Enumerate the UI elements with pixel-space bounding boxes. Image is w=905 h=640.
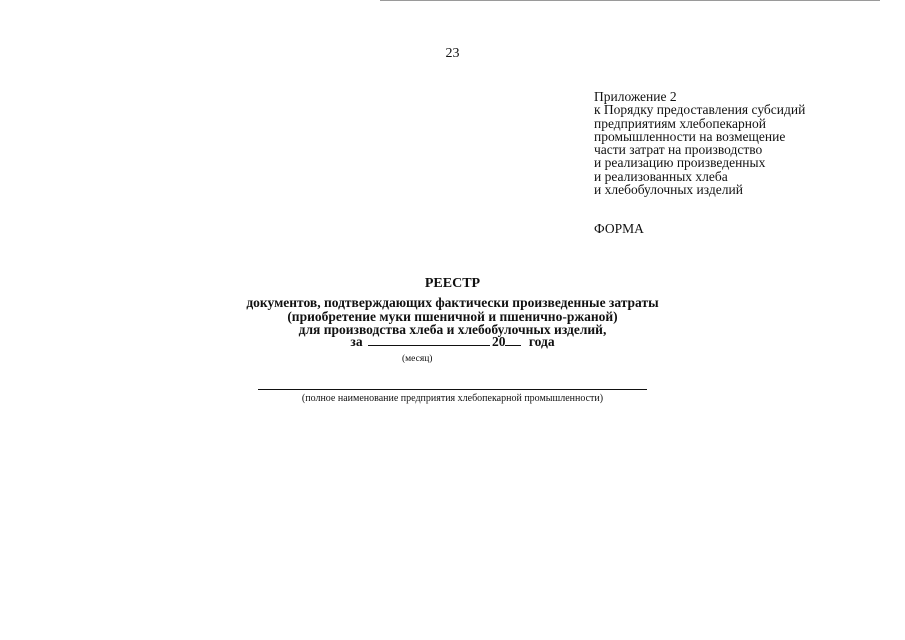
- organization-name-field[interactable]: [258, 389, 647, 390]
- year-prefix: 20: [491, 334, 506, 349]
- appendix-line: и хлебобулочных изделий: [594, 182, 743, 198]
- month-blank-field[interactable]: [368, 334, 490, 346]
- page-number: 23: [445, 46, 460, 61]
- month-caption: (месяц): [402, 354, 433, 364]
- document-title: РЕЕСТР: [424, 276, 481, 291]
- appendix-line: и реализованных хлеба: [594, 168, 728, 184]
- appendix-line: и реализацию произведенных: [594, 155, 766, 171]
- appendix-line: промышленности на возмещение: [594, 128, 786, 144]
- appendix-line: предприятиям хлебопекарной: [594, 115, 766, 131]
- subtitle-line: документов, подтверждающих фактически произведенные затраты: [246, 295, 659, 310]
- period-prefix: за: [350, 334, 363, 349]
- subtitle-line: для производства хлеба и хлебобулочных изделий,: [298, 322, 607, 337]
- organization-caption: (полное наименование предприятия хлебопекарной промышленности): [301, 393, 604, 404]
- document-subtitle: [0, 296, 905, 337]
- period-line: [0, 334, 905, 350]
- appendix-line: Приложение 2: [594, 89, 677, 104]
- year-suffix: года: [528, 334, 555, 349]
- year-blank-field[interactable]: [505, 334, 521, 346]
- appendix-block: [594, 90, 894, 196]
- appendix-line: части затрат на производство: [594, 142, 763, 158]
- appendix-line: к Порядку предоставления субсидий: [594, 102, 806, 118]
- subtitle-line: (приобретение муки пшеничной и пшенично-ржаной): [287, 308, 618, 324]
- form-label: ФОРМА: [594, 221, 644, 236]
- top-edge-rule: [380, 0, 880, 1]
